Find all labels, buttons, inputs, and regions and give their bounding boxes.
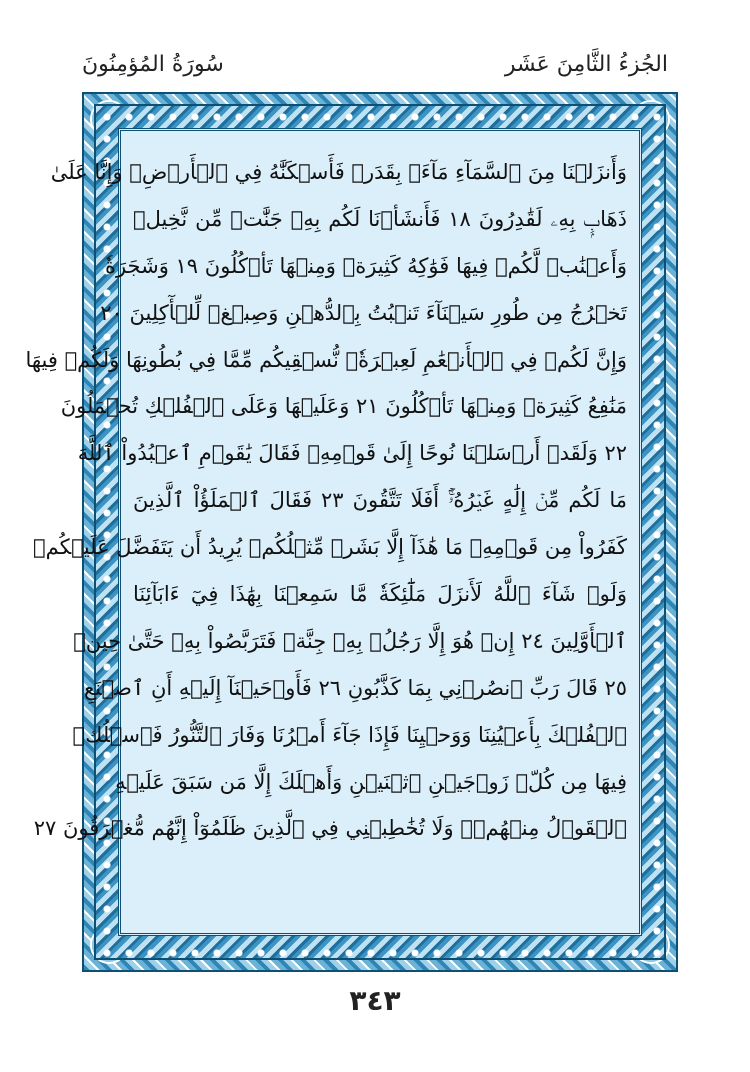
verse-text bbox=[25, 149, 627, 919]
verse-line: وَإِنَّ لَكُمۡ فِي ٱلۡأَنۡعَٰمِ لَعِبۡرَةٗۖ نُّسۡقِيكُم مِّمَّا فِي بُطُونِهَا وَلَكُمۡ فِيهَا bbox=[25, 347, 627, 372]
verse-line: مَا لَكُم مِّنۡ إِلَٰهٍ غَيۡرُهُۥٓۚ أَفَلَا تَتَّقُونَ ٢٣ فَقَالَ ٱلۡمَلَؤُاْ ٱلَّذِينَ bbox=[133, 488, 627, 513]
verse-line: ٢٥ قَالَ رَبِّ ٱنصُرۡنِي بِمَا كَذَّبُونِ ٢٦ فَأَوۡحَيۡنَآ إِلَيۡهِ أَنِ ٱصۡنَعِ bbox=[84, 675, 627, 700]
juz-title: الجُزءُ الثَّامِنَ عَشَر bbox=[504, 52, 668, 77]
verse-line: ٢٢ وَلَقَدۡ أَرۡسَلۡنَا نُوحًا إِلَىٰ قَوۡمِهِۦ فَقَالَ يَٰقَوۡمِ ٱعۡبُدُواْ ٱللَّهَ bbox=[77, 441, 627, 466]
surah-title: سُورَةُ المُؤمِنُونَ bbox=[82, 52, 224, 77]
border-pattern bbox=[25, 104, 666, 960]
verse-line: وَأَعۡنَٰبٖ لَّكُمۡ فِيهَا فَوَٰكِهُ كَثِيرَةٞ وَمِنۡهَا تَأۡكُلُونَ ١٩ وَشَجَرَةٗ bbox=[104, 253, 627, 278]
verse-line: كَفَرُواْ مِن قَوۡمِهِۦ مَا هَٰذَآ إِلَّا بَشَرٞ مِّثۡلُكُمۡ يُرِيدُ أَن يَتَفَضَّلَ عَلَيۡكُمۡ bbox=[33, 535, 627, 560]
verse-line: فِيهَا مِن كُلّٖ زَوۡجَيۡنِ ٱثۡنَيۡنِ وَأَهۡلَكَ إِلَّا مَن سَبَقَ عَلَيۡهِ bbox=[115, 769, 627, 794]
verse-line: وَأَنزَلۡنَا مِنَ ٱلسَّمَآءِ مَآءَۢ بِقَدَرٖ فَأَسۡكَنَّٰهُ فِي ٱلۡأَرۡضِۖ وَإِنَّا عَلَىٰ bbox=[50, 160, 627, 184]
verse-line: وَلَوۡ شَآءَ ٱللَّهُ لَأَنزَلَ مَلَٰٓئِكَةٗ مَّا سَمِعۡنَا بِهَٰذَا فِيٓ ءَابَآئِنَا bbox=[133, 582, 627, 607]
verse-line: ٱلۡفُلۡكَ بِأَعۡيُنِنَا وَوَحۡيِنَا فَإِذَا جَآءَ أَمۡرُنَا وَفَارَ ٱلتَّنُّورُ فَٱسۡلُكۡ bbox=[72, 722, 627, 747]
page-number: ٣٤٣ bbox=[349, 984, 401, 1017]
verse-line: مَنَٰفِعُ كَثِيرَةٞ وَمِنۡهَا تَأۡكُلُونَ ٢١ وَعَلَيۡهَا وَعَلَى ٱلۡفُلۡكِ تُحۡمَلُونَ bbox=[60, 394, 627, 419]
verse-line: ٱلۡقَوۡلُ مِنۡهُمۡۖ وَلَا تُخَٰطِبۡنِي فِي ٱلَّذِينَ ظَلَمُوٓاْ إِنَّهُم مُّغۡرَقُونَ ٢٧ bbox=[33, 816, 627, 841]
verse-line: ذَهَابِۭ بِهِۦ لَقَٰدِرُونَ ١٨ فَأَنشَأۡنَا لَكُم بِهِۦ جَنَّٰتٖ مِّن نَّخِيلٖ bbox=[133, 206, 627, 231]
verse-line: ٱلۡأَوَّلِينَ ٢٤ إِنۡ هُوَ إِلَّا رَجُلُۢ بِهِۦ جِنَّةٞ فَتَرَبَّصُواْ بِهِۦ حَتَّىٰ حِينٖ bbox=[73, 628, 627, 653]
text-panel bbox=[25, 128, 642, 936]
page-border bbox=[25, 92, 678, 972]
verse-line: تَخۡرُجُ مِن طُورِ سَيۡنَآءَ تَنۢبُتُ بِٱلدُّهۡنِ وَصِبۡغٖ لِّلۡأٓكِلِينَ ٢٠ bbox=[100, 300, 627, 325]
